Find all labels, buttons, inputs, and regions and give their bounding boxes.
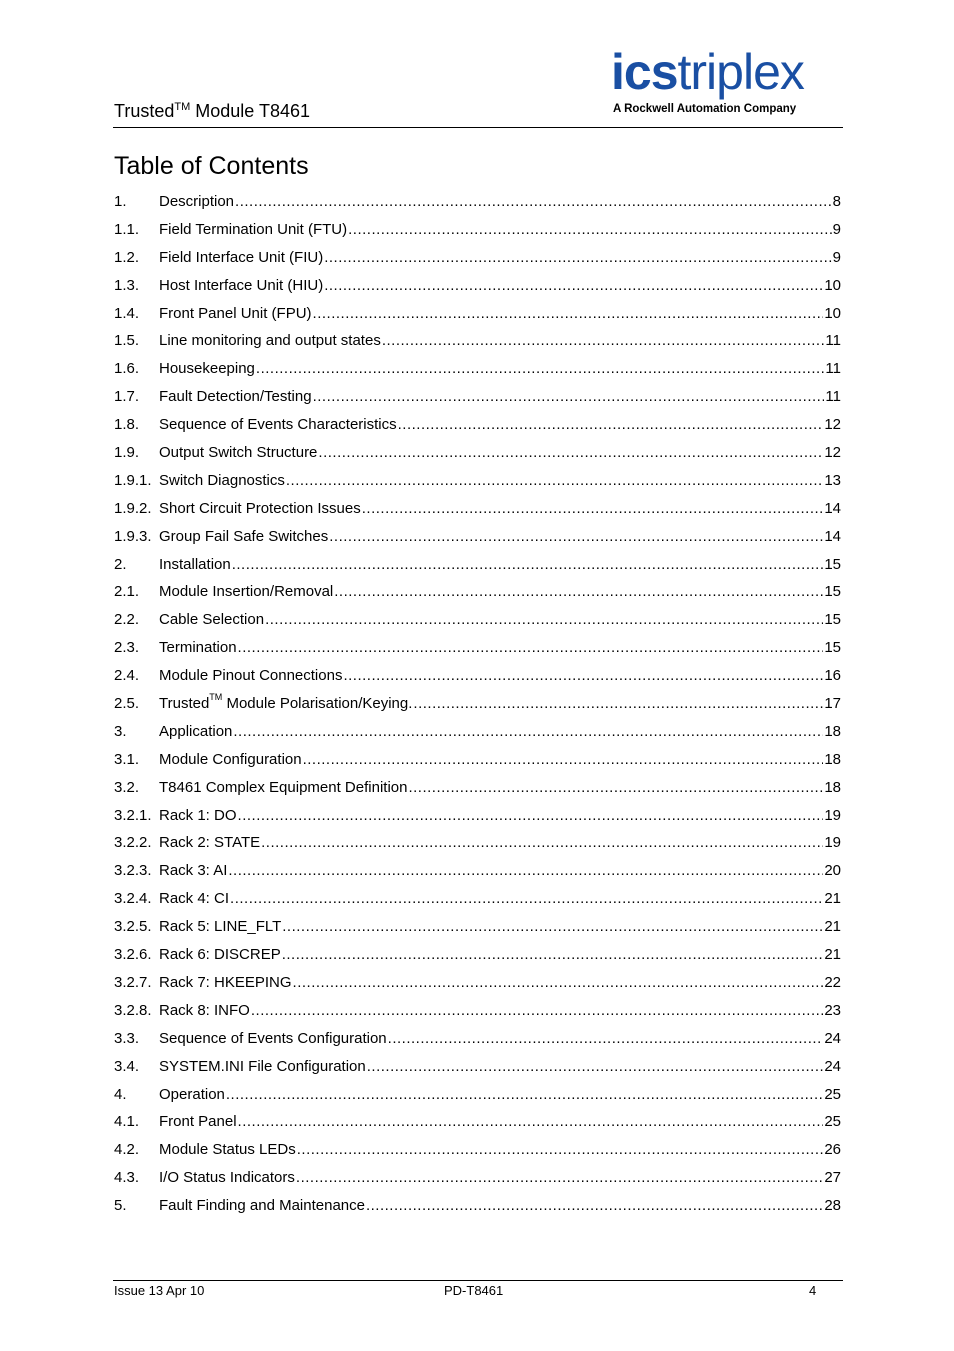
toc-entry-title-text: Field Interface Unit (FIU) bbox=[159, 248, 324, 266]
toc-entry-number: 5. bbox=[114, 1197, 127, 1215]
toc-entry-page: 25 bbox=[824, 1113, 841, 1131]
toc-entry-title bbox=[159, 997, 250, 1025]
toc-entry-number: 4.3. bbox=[114, 1169, 140, 1187]
toc-dot-leader bbox=[413, 690, 823, 718]
toc-entry-title-text: T8461 Complex Equipment Definition bbox=[159, 778, 408, 796]
toc-dot-leader bbox=[388, 1025, 824, 1053]
toc-entry-number: 2. bbox=[114, 555, 127, 573]
toc-entry-title-text: Fault Detection/Testing bbox=[159, 388, 312, 406]
footer-divider bbox=[113, 1280, 843, 1281]
toc-entry[interactable] bbox=[114, 188, 841, 216]
document-title-prefix: Trusted bbox=[114, 101, 175, 121]
toc-entry-title bbox=[159, 1136, 296, 1164]
toc-entry-title bbox=[159, 913, 281, 941]
toc-entry-number: 3.2.3. bbox=[114, 862, 152, 880]
toc-dot-leader bbox=[382, 327, 825, 355]
toc-entry[interactable] bbox=[114, 551, 841, 579]
toc-entry-title-text: Description bbox=[159, 193, 235, 210]
toc-dot-leader bbox=[226, 1081, 823, 1109]
toc-entry-title bbox=[159, 885, 229, 913]
toc-entry[interactable] bbox=[114, 634, 841, 662]
toc-entry-title bbox=[159, 244, 323, 272]
toc-entry-number: 3.2. bbox=[114, 778, 140, 796]
toc-dot-leader bbox=[297, 1136, 824, 1164]
toc-entry-number: 1. bbox=[114, 193, 127, 210]
toc-entry[interactable] bbox=[114, 829, 841, 857]
toc-dot-leader bbox=[362, 495, 824, 523]
table-of-contents bbox=[114, 188, 841, 1220]
footer-document-id: PD-T8461 bbox=[444, 1283, 504, 1298]
toc-entry-number: 2.4. bbox=[114, 667, 140, 685]
toc-entry[interactable] bbox=[114, 857, 841, 885]
toc-entry-title-text: Termination bbox=[159, 639, 237, 657]
toc-dot-leader bbox=[282, 941, 824, 969]
toc-heading: Table of Contents bbox=[114, 152, 309, 180]
toc-entry[interactable] bbox=[114, 1164, 841, 1192]
toc-entry-number: 1.2. bbox=[114, 248, 140, 266]
toc-entry[interactable] bbox=[114, 1081, 841, 1109]
toc-entry-number: 4. bbox=[114, 1085, 127, 1103]
toc-entry-title bbox=[159, 941, 281, 969]
toc-entry-page: 21 bbox=[824, 918, 841, 936]
toc-entry-title-text: Front Panel Unit (FPU) bbox=[159, 304, 312, 322]
toc-entry[interactable] bbox=[114, 467, 841, 495]
toc-entry-page: 15 bbox=[824, 611, 841, 629]
toc-entry-title-text: Line monitoring and output states bbox=[159, 332, 381, 350]
toc-entry-title bbox=[159, 1081, 225, 1109]
toc-dot-leader bbox=[251, 997, 823, 1025]
toc-dot-leader bbox=[348, 216, 832, 244]
toc-entry-title bbox=[159, 578, 333, 606]
toc-dot-leader bbox=[303, 746, 824, 774]
toc-entry-number: 2.5. bbox=[114, 695, 140, 713]
toc-entry-page: 14 bbox=[824, 527, 841, 545]
document-title bbox=[114, 99, 310, 123]
toc-entry-page: 25 bbox=[824, 1085, 841, 1103]
toc-dot-leader bbox=[318, 439, 823, 467]
toc-entry-title-text: Operation bbox=[159, 1085, 225, 1103]
toc-entry-title-text: Switch Diagnostics bbox=[159, 471, 285, 489]
toc-entry-number: 3. bbox=[114, 722, 127, 740]
toc-entry-page: 21 bbox=[824, 890, 841, 908]
toc-entry-title-text: Rack 3: AI bbox=[159, 862, 228, 880]
toc-entry-page: 11 bbox=[825, 332, 841, 350]
toc-entry[interactable] bbox=[114, 272, 841, 300]
toc-entry-page: 10 bbox=[824, 304, 841, 322]
toc-entry-page: 22 bbox=[824, 973, 841, 991]
logo-ics: ics bbox=[611, 44, 678, 100]
footer-page-number: 4 bbox=[809, 1283, 817, 1298]
toc-entry-title bbox=[159, 662, 342, 690]
toc-entry[interactable] bbox=[114, 774, 841, 802]
toc-dot-leader bbox=[313, 300, 824, 328]
toc-dot-leader bbox=[261, 829, 823, 857]
toc-entry[interactable] bbox=[114, 718, 841, 746]
toc-dot-leader bbox=[293, 969, 824, 997]
toc-entry-title-text: Fault Finding and Maintenance bbox=[159, 1197, 365, 1215]
toc-entry-title-text: Sequence of Events Configuration bbox=[159, 1029, 387, 1047]
toc-entry-number: 1.1. bbox=[114, 220, 140, 238]
toc-entry-title-text: Rack 5: LINE_FLT bbox=[159, 918, 282, 936]
toc-dot-leader bbox=[265, 606, 823, 634]
toc-entry-title-text: Rack 1: DO bbox=[159, 806, 237, 824]
toc-entry-page: 10 bbox=[824, 276, 841, 294]
toc-entry-title bbox=[159, 523, 328, 551]
toc-entry-number: 1.5. bbox=[114, 332, 140, 350]
toc-entry-page: 11 bbox=[825, 360, 841, 378]
toc-entry-title bbox=[159, 551, 231, 579]
toc-entry-title bbox=[159, 718, 232, 746]
toc-entry-title bbox=[159, 829, 260, 857]
toc-entry-title-text: Rack 6: DISCREP bbox=[159, 946, 281, 964]
toc-entry[interactable] bbox=[114, 300, 841, 328]
toc-entry-title bbox=[159, 690, 412, 718]
toc-dot-leader bbox=[256, 355, 825, 383]
toc-entry-page: 19 bbox=[824, 834, 841, 852]
toc-entry-title bbox=[159, 634, 237, 662]
toc-entry[interactable] bbox=[114, 523, 841, 551]
toc-dot-leader bbox=[238, 1108, 824, 1136]
logo-tagline: A Rockwell Automation Company bbox=[613, 103, 797, 115]
toc-entry-number: 2.1. bbox=[114, 583, 140, 601]
toc-entry-title bbox=[159, 1108, 237, 1136]
trademark-mark: TM bbox=[209, 692, 223, 703]
toc-entry-number: 3.2.8. bbox=[114, 1001, 152, 1019]
toc-entry-title-text: Rack 4: CI bbox=[159, 890, 230, 908]
toc-entry[interactable] bbox=[114, 411, 841, 439]
toc-dot-leader bbox=[408, 774, 823, 802]
toc-entry[interactable] bbox=[114, 578, 841, 606]
toc-entry-title-text: Host Interface Unit (HIU) bbox=[159, 276, 324, 294]
toc-entry[interactable] bbox=[114, 1108, 841, 1136]
toc-entry-title-text: SYSTEM.INI File Configuration bbox=[159, 1057, 366, 1075]
toc-entry-title-text: Rack 2: STATE bbox=[159, 834, 261, 852]
toc-entry-title-text: Front Panel bbox=[159, 1113, 237, 1131]
toc-entry[interactable] bbox=[114, 355, 841, 383]
toc-entry-page: 17 bbox=[824, 695, 841, 713]
toc-entry-title bbox=[159, 188, 234, 216]
toc-entry-number: 2.3. bbox=[114, 639, 140, 657]
toc-dot-leader bbox=[296, 1164, 823, 1192]
toc-entry[interactable] bbox=[114, 802, 841, 830]
toc-entry-page: 9 bbox=[832, 248, 841, 266]
toc-entry-page: 16 bbox=[824, 667, 841, 685]
toc-entry-number: 3.1. bbox=[114, 750, 140, 768]
toc-entry[interactable] bbox=[114, 1192, 841, 1220]
toc-entry-title bbox=[159, 1164, 295, 1192]
toc-dot-leader bbox=[367, 1053, 824, 1081]
document-title-suffix: Module T8461 bbox=[190, 101, 311, 121]
toc-entry-number: 1.7. bbox=[114, 388, 140, 406]
toc-entry[interactable] bbox=[114, 662, 841, 690]
toc-entry-page: 28 bbox=[824, 1197, 841, 1215]
toc-entry-title-text: Group Fail Safe Switches bbox=[159, 527, 329, 545]
toc-entry[interactable] bbox=[114, 216, 841, 244]
company-logo bbox=[611, 44, 843, 120]
toc-entry-page: 13 bbox=[824, 471, 841, 489]
toc-entry-number: 1.3. bbox=[114, 276, 140, 294]
toc-entry[interactable] bbox=[114, 1136, 841, 1164]
toc-entry-title bbox=[159, 857, 227, 885]
toc-entry-title-text: Housekeeping bbox=[159, 360, 255, 378]
toc-entry-number: 3.2.5. bbox=[114, 918, 152, 936]
toc-entry-number: 4.1. bbox=[114, 1113, 140, 1131]
toc-entry-title bbox=[159, 1053, 366, 1081]
toc-entry-title-text: Output Switch Structure bbox=[159, 444, 318, 462]
toc-dot-leader bbox=[282, 913, 823, 941]
toc-entry-title-text: Application bbox=[159, 722, 233, 740]
toc-dot-leader bbox=[235, 188, 832, 216]
toc-entry-page: 11 bbox=[825, 388, 841, 406]
toc-entry-number: 1.9.1. bbox=[114, 471, 152, 489]
toc-dot-leader bbox=[334, 578, 823, 606]
toc-entry-number: 1.4. bbox=[114, 304, 140, 322]
toc-entry-title-text: Trusted bbox=[159, 695, 210, 713]
toc-dot-leader bbox=[324, 272, 823, 300]
toc-entry-page: 9 bbox=[832, 220, 841, 238]
toc-entry-title bbox=[159, 495, 361, 523]
toc-entry-title-text: Field Termination Unit (FTU) bbox=[159, 220, 348, 238]
toc-dot-leader bbox=[238, 802, 824, 830]
toc-entry-number: 1.9.2. bbox=[114, 499, 152, 517]
toc-entry-title bbox=[159, 300, 312, 328]
toc-entry-title-text: Sequence of Events Characteristics bbox=[159, 416, 397, 434]
toc-entry-title bbox=[159, 1192, 365, 1220]
toc-entry-title bbox=[159, 355, 255, 383]
toc-dot-leader bbox=[286, 467, 823, 495]
toc-entry-page: 15 bbox=[824, 639, 841, 657]
toc-entry-title bbox=[159, 467, 285, 495]
toc-entry-page: 26 bbox=[824, 1141, 841, 1159]
toc-entry-title-text: Module Status LEDs bbox=[159, 1141, 296, 1159]
footer-issue: Issue 13 Apr 10 bbox=[114, 1283, 205, 1298]
toc-entry-title bbox=[159, 327, 381, 355]
toc-dot-leader bbox=[343, 662, 823, 690]
toc-entry-page: 24 bbox=[824, 1057, 841, 1075]
toc-dot-leader bbox=[329, 523, 823, 551]
toc-entry-title bbox=[159, 383, 312, 411]
toc-entry[interactable] bbox=[114, 941, 841, 969]
toc-dot-leader bbox=[228, 857, 823, 885]
toc-entry-page: 18 bbox=[824, 750, 841, 768]
toc-dot-leader bbox=[398, 411, 824, 439]
toc-entry-number: 2.2. bbox=[114, 611, 140, 629]
toc-entry-number: 1.9.3. bbox=[114, 527, 152, 545]
toc-entry-page: 24 bbox=[824, 1029, 841, 1047]
toc-entry[interactable] bbox=[114, 606, 841, 634]
toc-entry-title bbox=[159, 746, 302, 774]
toc-entry-number: 3.2.7. bbox=[114, 973, 152, 991]
toc-entry[interactable] bbox=[114, 495, 841, 523]
header-divider bbox=[113, 127, 843, 128]
toc-entry-number: 3.2.2. bbox=[114, 834, 152, 852]
toc-entry[interactable] bbox=[114, 1025, 841, 1053]
trademark-mark: TM bbox=[174, 101, 191, 113]
toc-entry-page: 27 bbox=[824, 1169, 841, 1187]
toc-entry-number: 1.9. bbox=[114, 444, 140, 462]
toc-entry-page: 14 bbox=[824, 499, 841, 517]
toc-entry-title bbox=[159, 1025, 387, 1053]
toc-entry[interactable] bbox=[114, 383, 841, 411]
toc-entry-number: 4.2. bbox=[114, 1141, 140, 1159]
toc-entry-number: 1.8. bbox=[114, 416, 140, 434]
toc-dot-leader bbox=[324, 244, 831, 272]
toc-entry-title-text: Module Configuration bbox=[159, 750, 302, 768]
toc-dot-leader bbox=[238, 634, 824, 662]
toc-entry-number: 3.2.1. bbox=[114, 806, 152, 824]
toc-entry-title-text: Module Pinout Connections bbox=[159, 667, 343, 685]
toc-entry[interactable] bbox=[114, 969, 841, 997]
toc-entry-page: 12 bbox=[824, 416, 841, 434]
toc-entry-number: 3.2.4. bbox=[114, 890, 152, 908]
toc-entry-page: 23 bbox=[824, 1001, 841, 1019]
toc-entry-page: 19 bbox=[824, 806, 841, 824]
toc-entry-page: 18 bbox=[824, 722, 841, 740]
toc-entry-page: 15 bbox=[824, 555, 841, 573]
toc-dot-leader bbox=[313, 383, 825, 411]
toc-entry-title-text: Cable Selection bbox=[159, 611, 265, 629]
toc-entry-title bbox=[159, 216, 347, 244]
toc-entry-title bbox=[159, 802, 237, 830]
toc-entry[interactable] bbox=[114, 327, 841, 355]
toc-entry-number: 1.6. bbox=[114, 360, 140, 378]
toc-entry-number: 3.2.6. bbox=[114, 946, 152, 964]
toc-entry[interactable] bbox=[114, 913, 841, 941]
toc-entry-page: 12 bbox=[824, 444, 841, 462]
toc-dot-leader bbox=[366, 1192, 823, 1220]
toc-entry-number: 3.4. bbox=[114, 1057, 140, 1075]
toc-entry-number: 3.3. bbox=[114, 1029, 140, 1047]
toc-entry-title-text: Module Insertion/Removal bbox=[159, 583, 334, 601]
toc-entry-page: 18 bbox=[824, 778, 841, 796]
toc-entry-title-text: Installation bbox=[159, 555, 231, 573]
toc-entry-title-rest: Module Polarisation/Keying. bbox=[222, 695, 413, 713]
toc-entry-page: 15 bbox=[824, 583, 841, 601]
toc-entry-title-text: Rack 8: INFO bbox=[159, 1001, 250, 1019]
toc-entry[interactable] bbox=[114, 746, 841, 774]
toc-entry[interactable] bbox=[114, 690, 841, 718]
toc-entry-page: 8 bbox=[832, 193, 841, 210]
toc-entry-title-text: Rack 7: HKEEPING bbox=[159, 973, 292, 991]
toc-entry-title bbox=[159, 272, 323, 300]
toc-dot-leader bbox=[232, 551, 824, 579]
toc-entry[interactable] bbox=[114, 1053, 841, 1081]
toc-entry-title-text: I/O Status Indicators bbox=[159, 1169, 295, 1187]
logo-triplex: triplex bbox=[677, 44, 804, 100]
toc-entry[interactable] bbox=[114, 885, 841, 913]
toc-entry-title bbox=[159, 411, 397, 439]
logo-wordmark bbox=[611, 44, 804, 100]
toc-entry-page: 20 bbox=[824, 862, 841, 880]
toc-entry[interactable] bbox=[114, 439, 841, 467]
toc-entry-title-text: Short Circuit Protection Issues bbox=[159, 499, 361, 517]
toc-entry-title bbox=[159, 969, 292, 997]
toc-entry-title bbox=[159, 774, 407, 802]
toc-dot-leader bbox=[230, 885, 823, 913]
toc-entry[interactable] bbox=[114, 244, 841, 272]
toc-entry[interactable] bbox=[114, 997, 841, 1025]
toc-dot-leader bbox=[233, 718, 823, 746]
toc-entry-page: 21 bbox=[824, 946, 841, 964]
toc-entry-title bbox=[159, 606, 264, 634]
toc-entry-title bbox=[159, 439, 317, 467]
